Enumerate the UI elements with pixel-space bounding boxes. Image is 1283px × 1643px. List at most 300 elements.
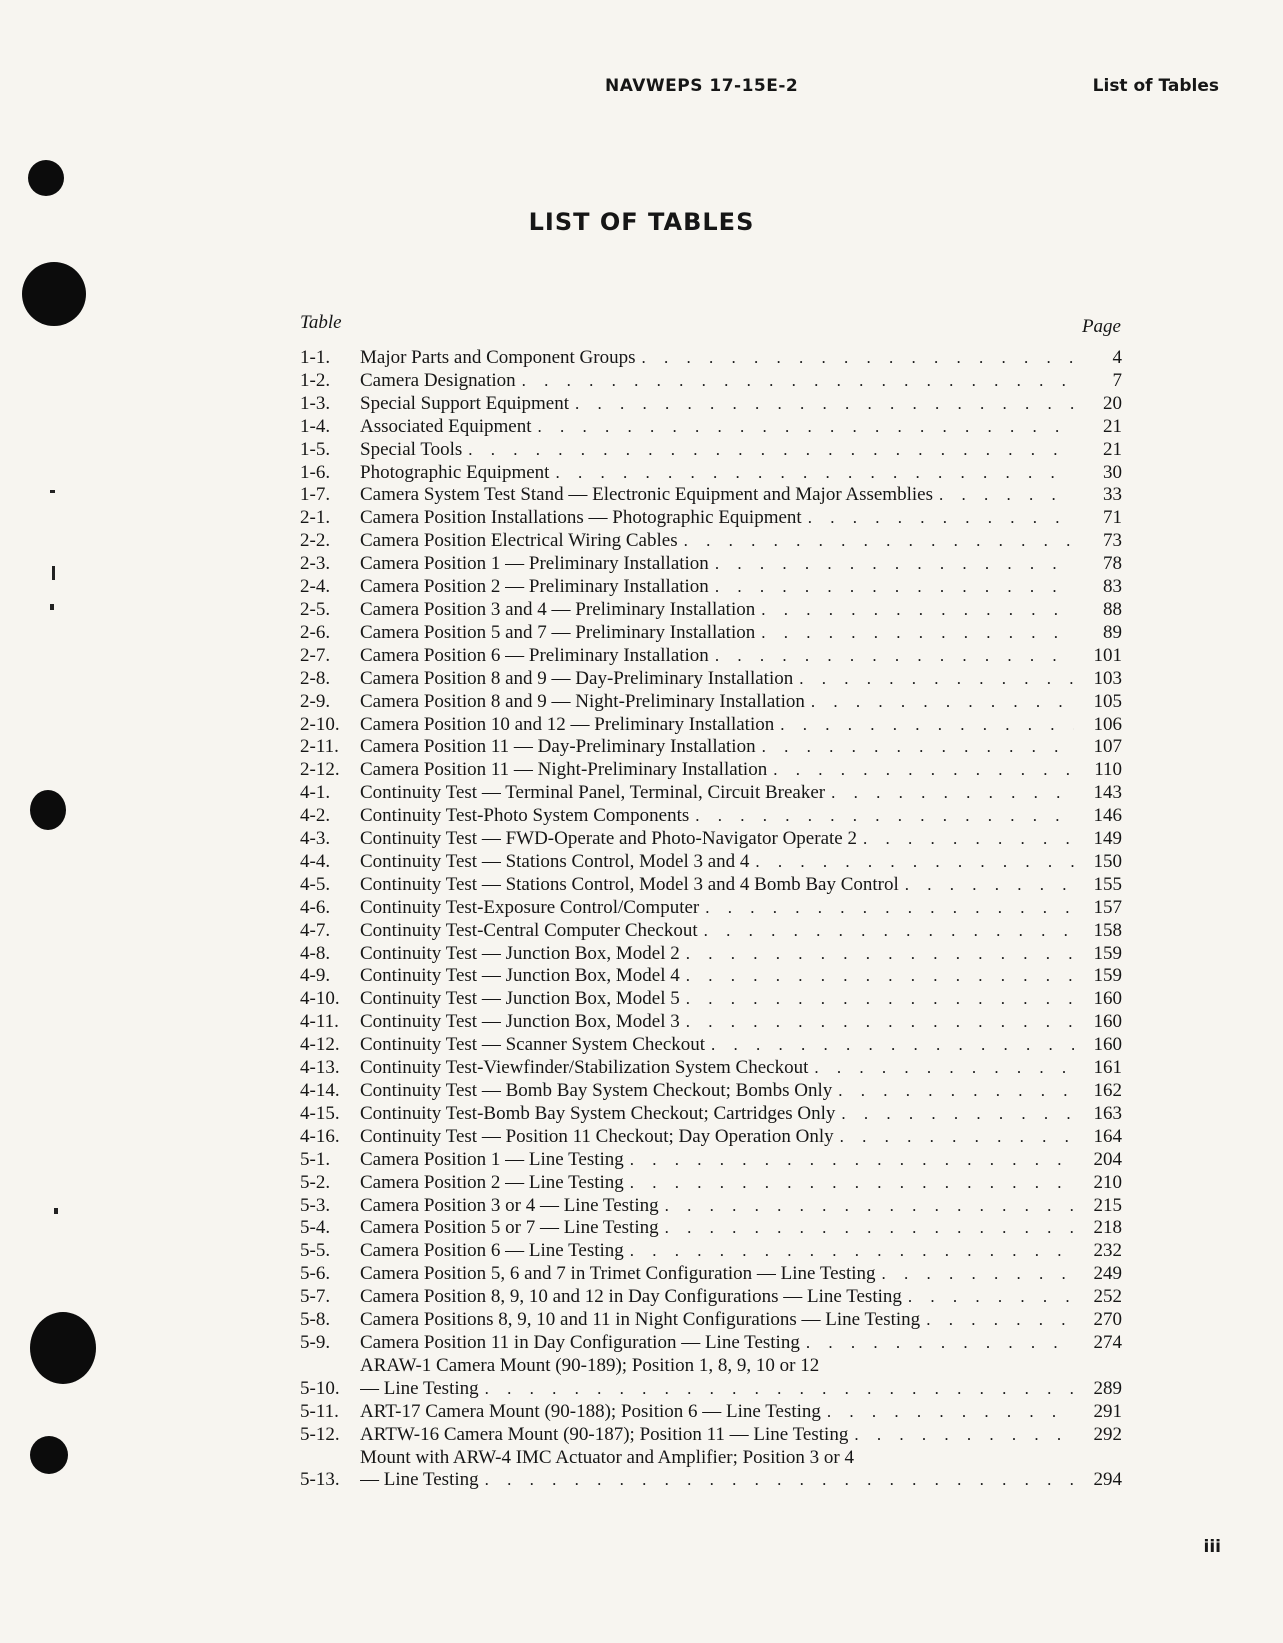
- table-entry-title-text: Special Tools: [360, 438, 463, 460]
- table-entry-number: 4-13.: [300, 1057, 340, 1079]
- table-entry-title-text: Special Support Equipment: [360, 392, 569, 414]
- table-entry-title-text: Photographic Equipment: [360, 461, 550, 483]
- dot-leader: [665, 1195, 1074, 1218]
- dot-leader: [522, 370, 1074, 393]
- dot-leader: [811, 691, 1074, 714]
- table-entry-page: 155: [1093, 873, 1122, 895]
- table-entry-page: 107: [1093, 736, 1122, 758]
- table-entry: [300, 576, 1122, 599]
- table-entry-page: 103: [1093, 667, 1122, 689]
- table-entry: [300, 805, 1122, 828]
- table-entry-title-text: Camera Position 6 — Line Testing: [360, 1240, 624, 1262]
- table-entry-number: 4-10.: [300, 988, 340, 1010]
- table-entry-title-text: Camera Position Electrical Wiring Cables: [360, 530, 678, 552]
- table-entry-number: 1-6.: [300, 461, 331, 483]
- dot-leader: [799, 668, 1074, 691]
- table-entry-page: 210: [1093, 1171, 1122, 1193]
- table-entry-page: 289: [1093, 1377, 1122, 1399]
- table-entry-page: 78: [1103, 553, 1122, 575]
- table-entry: [300, 759, 1122, 782]
- table-entry-title-text: Camera Position 2 — Line Testing: [360, 1171, 624, 1193]
- table-entry: [300, 874, 1122, 897]
- table-entry-page: 146: [1093, 805, 1122, 827]
- table-entry-number: 4-4.: [300, 850, 331, 872]
- table-entry-page: 110: [1094, 759, 1122, 781]
- table-entry-title: [360, 1286, 1074, 1309]
- table-entry-number: 4-5.: [300, 873, 331, 895]
- dot-leader: [704, 920, 1074, 943]
- table-entry: [300, 897, 1122, 920]
- dot-leader: [840, 1126, 1074, 1149]
- dot-leader: [814, 1057, 1074, 1080]
- dot-leader: [686, 965, 1074, 988]
- table-entry-page: 73: [1103, 530, 1122, 552]
- table-entry-title-text: Camera Position 11 in Day Configuration — Line Testing: [360, 1331, 800, 1353]
- table-entry-page: 291: [1093, 1400, 1122, 1422]
- table-entry-number: 2-9.: [300, 690, 331, 712]
- dot-leader: [695, 805, 1074, 828]
- table-entry-title-text: ARTW-16 Camera Mount (90-187); Position 11 — Line Testing: [360, 1423, 849, 1445]
- table-entry-title-text: Continuity Test — Stations Control, Model 3 and 4 Bomb Bay Control: [360, 873, 899, 895]
- table-entry: [300, 1195, 1122, 1218]
- table-entry: [300, 1332, 1122, 1355]
- table-entry: [300, 714, 1122, 737]
- dot-leader: [575, 393, 1074, 416]
- table-entry-number: 4-12.: [300, 1034, 340, 1056]
- table-entry-title-text: ARAW-1 Camera Mount (90-189); Position 1, 8, 9, 10 or 12: [360, 1354, 820, 1376]
- table-entry-page: 157: [1093, 896, 1122, 918]
- table-entry-number: 5-3.: [300, 1194, 331, 1216]
- table-entry-title-text: Continuity Test — Scanner System Checkout: [360, 1034, 706, 1056]
- table-entry-page: 160: [1093, 988, 1122, 1010]
- table-entry-title: [360, 393, 1074, 416]
- table-entry-number: 2-3.: [300, 553, 331, 575]
- table-entry: [300, 1011, 1122, 1034]
- table-entry-title: [360, 851, 1074, 874]
- table-entry-number: 2-1.: [300, 507, 331, 529]
- table-entry-page: 164: [1093, 1125, 1122, 1147]
- dot-leader: [863, 828, 1074, 851]
- table-entry-title: [360, 897, 1074, 920]
- table-entry-number: 5-9.: [300, 1331, 331, 1353]
- table-entry-title: [360, 1034, 1074, 1057]
- table-entry: [300, 851, 1122, 874]
- table-entry-number: 5-8.: [300, 1309, 331, 1331]
- table-entry-title: [360, 1401, 1074, 1424]
- table-entry-title-text: Continuity Test-Bomb Bay System Checkout; Cartridges Only: [360, 1102, 836, 1124]
- column-header-page: Page: [1081, 316, 1121, 337]
- table-entry-page: 294: [1093, 1469, 1122, 1491]
- margin-mark: [50, 604, 54, 610]
- table-entry-title: [360, 1080, 1074, 1103]
- table-entry-page: 160: [1093, 1034, 1122, 1056]
- table-entry-title-text: Mount with ARW-4 IMC Actuator and Amplifier; Position 3 or 4: [360, 1446, 854, 1468]
- table-entry: [300, 782, 1122, 805]
- table-entry-page: 158: [1093, 919, 1122, 941]
- dot-leader: [684, 530, 1074, 553]
- table-entry-title-text: Camera Position 11 — Day-Preliminary Installation: [360, 736, 756, 758]
- table-entry: [300, 691, 1122, 714]
- dot-leader: [711, 1034, 1074, 1057]
- table-entry-page: 71: [1103, 507, 1122, 529]
- table-entry-number: 5-11.: [300, 1400, 339, 1422]
- table-entry-title-text: Camera Position 11 — Night-Preliminary Installation: [360, 759, 768, 781]
- table-entry-title-text: Camera Position Installations — Photographic Equipment: [360, 507, 802, 529]
- table-entry-number: 5-6.: [300, 1263, 331, 1285]
- binder-hole: [30, 790, 66, 830]
- table-entry-title: [360, 943, 1074, 966]
- table-entry-title-text: Continuity Test — Stations Control, Model 3 and 4: [360, 850, 750, 872]
- table-entry-number: 4-8.: [300, 942, 331, 964]
- table-entry-number: 4-6.: [300, 896, 331, 918]
- table-entry-number: 2-12.: [300, 759, 340, 781]
- table-entry-page: 218: [1093, 1217, 1122, 1239]
- binder-hole: [30, 1312, 96, 1384]
- table-entry: [300, 1309, 1122, 1332]
- dot-leader: [686, 943, 1074, 966]
- table-entry-page: 20: [1103, 392, 1122, 414]
- page-title: LIST OF TABLES: [528, 208, 755, 236]
- table-entry-number: 2-6.: [300, 621, 331, 643]
- table-entry-page: 143: [1093, 782, 1122, 804]
- table-entry-title: [360, 736, 1074, 759]
- dot-leader: [715, 645, 1074, 668]
- dot-leader: [854, 1424, 1074, 1447]
- dot-leader: [555, 462, 1074, 485]
- table-entry-number: 4-16.: [300, 1125, 340, 1147]
- table-entry-title: [360, 1149, 1074, 1172]
- table-entry-page: 4: [1112, 347, 1122, 368]
- table-entry-page: 160: [1093, 1011, 1122, 1033]
- table-entry-page: 270: [1093, 1309, 1122, 1331]
- table-entry-number: 2-10.: [300, 713, 340, 735]
- table-entry-title-text: Camera Position 1 — Line Testing: [360, 1148, 624, 1170]
- dot-leader: [808, 507, 1074, 530]
- table-entry-number: 4-9.: [300, 965, 331, 987]
- table-entry-title-text: Continuity Test — Junction Box, Model 4: [360, 965, 680, 987]
- table-entry-page: 33: [1103, 484, 1122, 506]
- table-entry-number: 4-7.: [300, 919, 331, 941]
- dot-leader: [686, 988, 1074, 1011]
- table-entry: [300, 530, 1122, 553]
- table-entry: [300, 1172, 1122, 1195]
- table-entry: [300, 484, 1122, 507]
- table-entry-number: 5-5.: [300, 1240, 331, 1262]
- dot-leader: [761, 599, 1074, 622]
- table-entry: [300, 599, 1122, 622]
- document-id: NAVWEPS 17-15E-2: [605, 76, 799, 96]
- table-entry-title: [360, 759, 1074, 782]
- dot-leader: [773, 759, 1074, 782]
- table-entry: [300, 1217, 1122, 1240]
- table-entry-number: 2-4.: [300, 576, 331, 598]
- table-entry-title-text: Camera Position 3 or 4 — Line Testing: [360, 1194, 659, 1216]
- binder-hole: [30, 1436, 68, 1474]
- table-entry-title-text: Camera System Test Stand — Electronic Equipment and Major Assemblies: [360, 484, 933, 506]
- table-entry-number: 4-14.: [300, 1080, 340, 1101]
- table-entry: [300, 1034, 1122, 1057]
- dot-leader: [715, 576, 1074, 599]
- table-entry-number: 4-11.: [300, 1011, 339, 1033]
- table-entry: [300, 416, 1122, 439]
- table-entry-title-text: Camera Position 5 or 7 — Line Testing: [360, 1217, 659, 1239]
- table-entry-title-text: Continuity Test-Central Computer Checkout: [360, 919, 698, 941]
- table-entry-title: [360, 622, 1074, 645]
- table-entry-title: [360, 1355, 1074, 1401]
- dot-leader: [841, 1103, 1074, 1126]
- table-entry-title-text: Camera Position 8 and 9 — Night-Preliminary Installation: [360, 690, 805, 712]
- table-entry: [300, 370, 1122, 393]
- table-entry-number: 4-2.: [300, 805, 331, 827]
- table-entry-number: 5-1.: [300, 1148, 331, 1170]
- table-entry-title-text: Major Parts and Component Groups: [360, 347, 636, 368]
- column-header-table: Table: [300, 312, 342, 333]
- table-entry-title-text: Continuity Test — Junction Box, Model 2: [360, 942, 680, 964]
- margin-mark: [54, 1208, 58, 1214]
- dot-leader: [926, 1309, 1074, 1332]
- dot-leader: [806, 1332, 1074, 1355]
- table-entry-title-text: Continuity Test — FWD-Operate and Photo-Navigator Operate 2: [360, 828, 857, 850]
- table-entry: [300, 1447, 1122, 1493]
- table-entry-title: [360, 439, 1074, 462]
- table-entry-number: 5-12.: [300, 1423, 340, 1445]
- table-entry: [300, 1103, 1122, 1126]
- table-entry-page: 159: [1093, 942, 1122, 964]
- table-entry-page: 274: [1093, 1331, 1122, 1353]
- table-entry-title: [360, 782, 1074, 805]
- dot-leader: [485, 1378, 1074, 1401]
- table-entry-page: 215: [1093, 1194, 1122, 1216]
- table-entry-title-text: Associated Equipment: [360, 415, 532, 437]
- table-entry: [300, 347, 1122, 370]
- table-entry-title: [360, 1447, 1074, 1493]
- table-entry-number: 5-2.: [300, 1171, 331, 1193]
- table-entry-title-text: Camera Positions 8, 9, 10 and 11 in Night Configurations — Line Testing: [360, 1309, 921, 1331]
- table-entry-title: [360, 645, 1074, 668]
- table-entry: [300, 1149, 1122, 1172]
- table-entry: [300, 439, 1122, 462]
- table-entry-title-text: Camera Position 5, 6 and 7 in Trimet Configuration — Line Testing: [360, 1263, 876, 1285]
- table-entry-title-text: Camera Position 6 — Preliminary Installation: [360, 644, 709, 666]
- table-entry: [300, 1080, 1122, 1103]
- table-entry: [300, 393, 1122, 416]
- table-entry-title: [360, 1172, 1074, 1195]
- table-entry-page: 89: [1103, 621, 1122, 643]
- table-entry-title: [360, 1309, 1074, 1332]
- table-entry-title-text: Camera Designation: [360, 369, 516, 391]
- table-entry-title: [360, 988, 1074, 1011]
- table-entry-title: [360, 1103, 1074, 1126]
- table-entry-title-text: Continuity Test — Position 11 Checkout; Day Operation Only: [360, 1125, 834, 1147]
- dot-leader: [705, 897, 1074, 920]
- dot-leader: [630, 1240, 1074, 1263]
- dot-leader: [686, 1011, 1074, 1034]
- dot-leader: [538, 416, 1075, 439]
- page-number: iii: [1203, 1537, 1221, 1557]
- table-entry: [300, 1424, 1122, 1447]
- table-entry-title: [360, 828, 1074, 851]
- dot-leader: [838, 1080, 1074, 1103]
- dot-leader: [827, 1401, 1074, 1424]
- table-entry-title-text: Camera Position 8 and 9 — Day-Preliminary Installation: [360, 667, 794, 689]
- table-entry: [300, 668, 1122, 691]
- dot-leader: [630, 1172, 1074, 1195]
- table-entry: [300, 988, 1122, 1011]
- table-entry-title-text: Camera Position 5 and 7 — Preliminary Installation: [360, 621, 756, 643]
- table-entry-page: 30: [1103, 461, 1122, 483]
- table-entry-page: 232: [1093, 1240, 1122, 1262]
- table-entry-title: [360, 1424, 1074, 1447]
- dot-leader: [630, 1149, 1074, 1172]
- table-entry-title: [360, 1057, 1074, 1080]
- table-entry-title-text: Continuity Test — Terminal Panel, Terminal, Circuit Breaker: [360, 782, 826, 804]
- table-entry-title-text: Continuity Test-Viewfinder/Stabilization System Checkout: [360, 1057, 809, 1079]
- table-entry-page: 161: [1093, 1057, 1122, 1079]
- table-entry-title-text: Continuity Test — Junction Box, Model 5: [360, 988, 680, 1010]
- table-entry-title-text: ART-17 Camera Mount (90-188); Position 6 — Line Testing: [360, 1400, 821, 1422]
- table-entry-page: 249: [1093, 1263, 1122, 1285]
- table-entry-page: 83: [1103, 576, 1122, 598]
- table-entry-page: 252: [1093, 1286, 1122, 1308]
- table-entry-title: [360, 507, 1074, 530]
- table-entry: [300, 507, 1122, 530]
- table-entry-number: 2-11.: [300, 736, 339, 758]
- table-entry-title: [360, 1263, 1074, 1286]
- table-entry: [300, 736, 1122, 759]
- table-entry-title: [360, 484, 1074, 507]
- table-entry-page: 21: [1103, 415, 1122, 437]
- dot-leader: [939, 484, 1074, 507]
- table-entry-title: [360, 347, 1074, 370]
- table-entry-title: [360, 1011, 1074, 1034]
- table-entry: [300, 462, 1122, 485]
- table-list: [300, 347, 1122, 1492]
- table-entry-page: 150: [1093, 850, 1122, 872]
- margin-mark: [50, 490, 55, 493]
- binder-hole: [28, 160, 64, 196]
- table-entry-page: 105: [1093, 690, 1122, 712]
- table-entry: [300, 920, 1122, 943]
- table-entry-title: [360, 462, 1074, 485]
- table-entry-title: [360, 1332, 1074, 1355]
- table-entry-number: 5-10.: [300, 1377, 340, 1399]
- table-entry-number: 1-7.: [300, 484, 331, 506]
- table-entry: [300, 1355, 1122, 1401]
- table-entry: [300, 1057, 1122, 1080]
- table-entry-title-text: Camera Position 1 — Preliminary Installation: [360, 553, 709, 575]
- table-entry-title: [360, 1217, 1074, 1240]
- table-entry-page: 106: [1093, 713, 1122, 735]
- dot-leader: [908, 1286, 1074, 1309]
- section-label: List of Tables: [1092, 76, 1219, 96]
- table-entry-title: [360, 1195, 1074, 1218]
- table-entry-page: 292: [1093, 1423, 1122, 1445]
- table-entry-title: [360, 920, 1074, 943]
- table-entry-number: 5-4.: [300, 1217, 331, 1239]
- table-entry-number: 5-7.: [300, 1286, 331, 1308]
- table-entry-title: [360, 370, 1074, 393]
- table-entry-title: [360, 1240, 1074, 1263]
- table-entry: [300, 1286, 1122, 1309]
- table-entry: [300, 1263, 1122, 1286]
- table-entry-title: [360, 714, 1074, 737]
- table-entry-title: [360, 599, 1074, 622]
- table-entry: [300, 1240, 1122, 1263]
- table-entry-title: [360, 965, 1074, 988]
- table-entry-number: 1-1.: [300, 347, 331, 368]
- dot-leader: [665, 1217, 1074, 1240]
- table-entry-page: 149: [1093, 828, 1122, 850]
- table-entry-title-text: Continuity Test — Bomb Bay System Checkout; Bombs Only: [360, 1080, 833, 1101]
- table-entry-number: 4-3.: [300, 828, 331, 850]
- table-entry: [300, 965, 1122, 988]
- dot-leader: [905, 874, 1074, 897]
- table-entry-title-text: Camera Position 10 and 12 — Preliminary Installation: [360, 713, 775, 735]
- table-entry-page: 7: [1112, 369, 1122, 391]
- dot-leader: [780, 714, 1074, 737]
- table-entry-page: 159: [1093, 965, 1122, 987]
- table-entry-title: [360, 416, 1074, 439]
- table-entry-title-text: Camera Position 8, 9, 10 and 12 in Day Configurations — Line Testing: [360, 1286, 902, 1308]
- table-entry-title-text: Camera Position 3 and 4 — Preliminary Installation: [360, 598, 756, 620]
- table-entry-number: 1-5.: [300, 438, 331, 460]
- table-entry-title-text: Continuity Test-Photo System Components: [360, 805, 690, 827]
- table-entry-number: 2-2.: [300, 530, 331, 552]
- table-entry-number: 1-2.: [300, 369, 331, 391]
- table-entry-number: 2-8.: [300, 667, 331, 689]
- table-entry-title: [360, 691, 1074, 714]
- dot-leader: [761, 622, 1074, 645]
- table-entry-title: [360, 668, 1074, 691]
- table-entry: [300, 645, 1122, 668]
- table-entry-number: 1-3.: [300, 392, 331, 414]
- table-entry-page: 88: [1103, 598, 1122, 620]
- dot-leader: [882, 1263, 1074, 1286]
- table-entry: [300, 1401, 1122, 1424]
- dot-leader: [715, 553, 1074, 576]
- dot-leader: [485, 1469, 1074, 1492]
- binder-hole: [22, 262, 86, 326]
- table-entry-number: 2-7.: [300, 644, 331, 666]
- table-entry-number: 5-13.: [300, 1469, 340, 1491]
- table-entry-title-text: Continuity Test — Junction Box, Model 3: [360, 1011, 680, 1033]
- table-entry: [300, 943, 1122, 966]
- table-entry: [300, 1126, 1122, 1149]
- table-entry-title: [360, 1126, 1074, 1149]
- dot-leader: [831, 782, 1074, 805]
- dot-leader: [641, 347, 1074, 370]
- table-entry: [300, 622, 1122, 645]
- table-entry-page: 162: [1093, 1080, 1122, 1101]
- dot-leader: [468, 439, 1074, 462]
- table-entry-number: 4-15.: [300, 1102, 340, 1124]
- table-entry-page: 204: [1093, 1148, 1122, 1170]
- table-entry-title: [360, 576, 1074, 599]
- table-entry-title: [360, 530, 1074, 553]
- table-entry-title: [360, 553, 1074, 576]
- table-entry: [300, 828, 1122, 851]
- table-entry-page: 163: [1093, 1102, 1122, 1124]
- table-entry-page: 101: [1093, 644, 1122, 666]
- table-entry-title: [360, 805, 1074, 828]
- table-entry-number: 2-5.: [300, 598, 331, 620]
- table-entry-number: 1-4.: [300, 415, 331, 437]
- dot-leader: [755, 851, 1074, 874]
- table-entry-number: 4-1.: [300, 782, 331, 804]
- table-entry-title-text: Continuity Test-Exposure Control/Computer: [360, 896, 700, 918]
- table-entry-title-text: — Line Testing: [360, 1377, 479, 1399]
- dot-leader: [762, 736, 1074, 759]
